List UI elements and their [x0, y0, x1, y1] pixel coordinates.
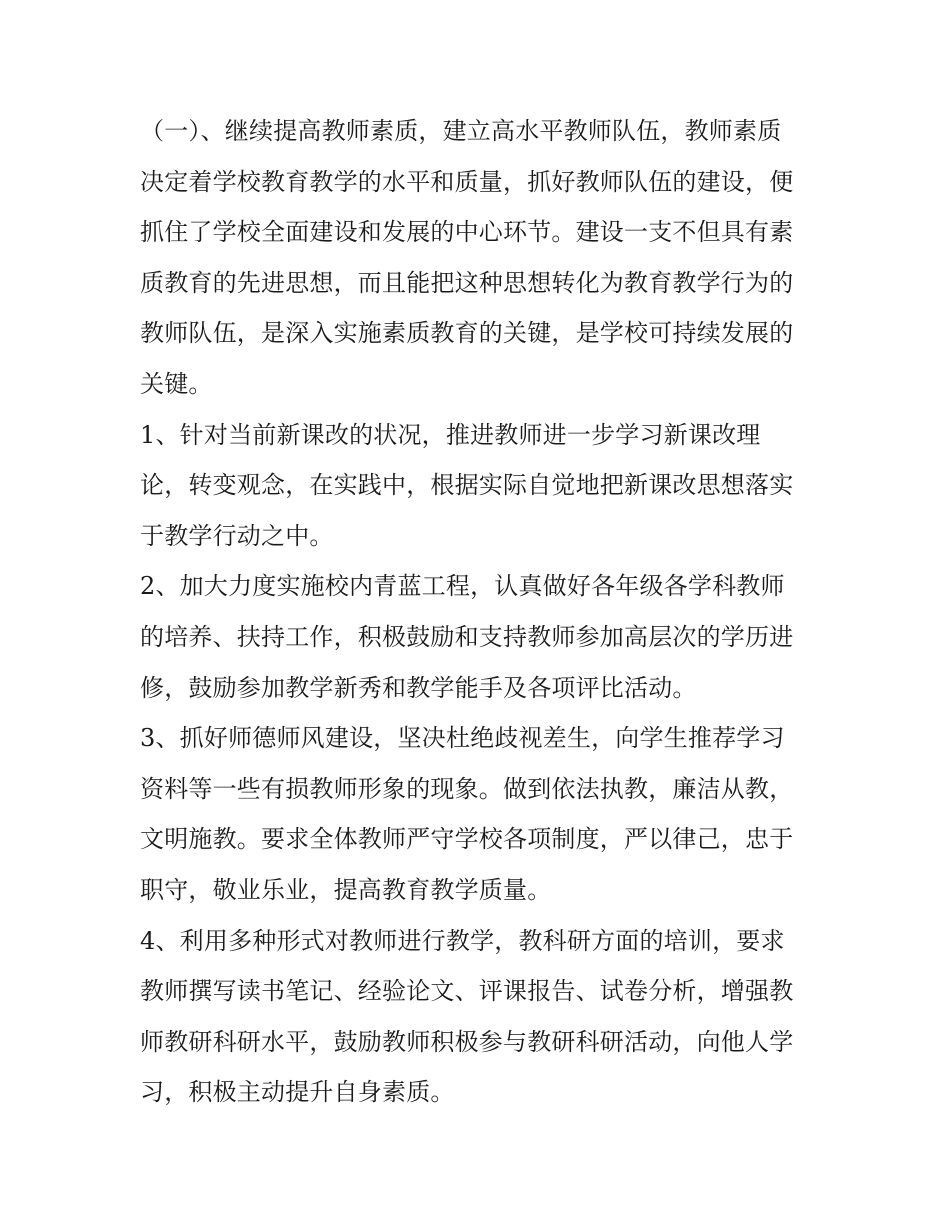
text-line: 2、加大力度实施校内青蓝工程，认真做好各年级各学科教师 [140, 572, 785, 601]
text-line: 质教育的先进思想，而且能把这种思想转化为教育教学行为的 [140, 268, 794, 297]
document-body [140, 106, 820, 1118]
list-item-2 [140, 561, 820, 713]
text-line: 文明施教。要求全体教师严守学校各项制度，严以律己，忠于 [140, 825, 794, 854]
text-line: 修，鼓励参加教学新秀和教学能手及各项评比活动。 [140, 673, 697, 702]
text-line: 资料等一些有损教师形象的现象。做到依法执教，廉洁从教， [140, 774, 794, 803]
text-line: 师教研科研水平，鼓励教师积极参与教研科研活动，向他人学 [140, 1027, 794, 1056]
text-line: 1、针对当前新课改的状况，推进教师进一步学习新课改理 [140, 420, 761, 449]
text-line: 决定着学校教育教学的水平和质量，抓好教师队伍的建设，便 [140, 167, 794, 196]
list-item-1 [140, 410, 820, 562]
intro-paragraph [140, 106, 820, 410]
text-line: 3、抓好师德师风建设，坚决杜绝歧视差生，向学生推荐学习 [140, 724, 785, 753]
list-item-3 [140, 713, 820, 915]
text-line: （一）、继续提高教师素质，建立高水平教师队伍，教师素质 [140, 117, 782, 145]
text-line: 的培养、扶持工作，积极鼓励和支持教师参加高层次的学历进 [140, 622, 794, 651]
text-line: 关键。 [140, 369, 213, 398]
text-line: 4、利用多种形式对教师进行教学，教科研方面的培训，要求 [140, 926, 785, 955]
list-item-4 [140, 916, 820, 1118]
text-line: 抓住了学校全面建设和发展的中心环节。建设一支不但具有素 [140, 218, 794, 247]
text-line: 习，积极主动提升自身素质。 [140, 1078, 455, 1107]
text-line: 职守，敬业乐业，提高教育教学质量。 [140, 875, 552, 904]
text-line: 于教学行动之中。 [140, 521, 334, 550]
text-line: 教师撰写读书笔记、经验论文、评课报告、试卷分析，增强教 [140, 977, 794, 1006]
text-line: 教师队伍，是深入实施素质教育的关键，是学校可持续发展的 [140, 319, 794, 348]
text-line: 论，转变观念，在实践中，根据实际自觉地把新课改思想落实 [140, 471, 794, 500]
